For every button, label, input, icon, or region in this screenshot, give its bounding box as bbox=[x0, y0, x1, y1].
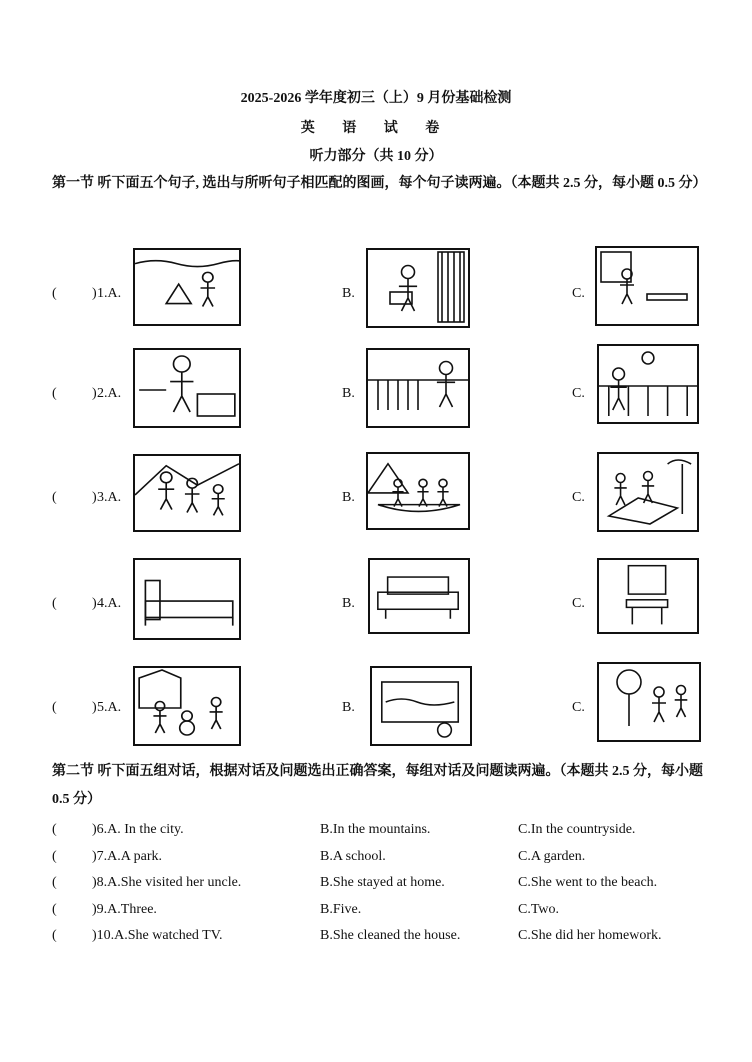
option-c-label: C. bbox=[572, 386, 585, 401]
answer-paren[interactable]: ( ) bbox=[52, 386, 97, 401]
section1-instructions: 第一节 听下面五个句子, 选出与所听句子相匹配的图画，每个句子读两遍。（本题共 2.5 分，每小题 0.5 分） bbox=[52, 176, 707, 191]
section2-instructions: 第二节 听下面五组对话，根据对话及问题选出正确答案，每组对话及问题读两遍。（本题共 2.5 分，每小题 0.5 分） bbox=[52, 764, 703, 807]
kids-building-snowman-picture[interactable] bbox=[133, 666, 241, 746]
picture-sketch-icon bbox=[135, 668, 239, 744]
answer-paren[interactable]: ( bbox=[52, 849, 57, 864]
option-b-label: B. bbox=[342, 700, 355, 715]
picture-sketch-icon bbox=[135, 456, 239, 530]
option-c-label: C. bbox=[572, 700, 585, 715]
picture-sketch-icon bbox=[368, 250, 468, 326]
option-a[interactable]: )8.A.She visited her uncle. bbox=[92, 875, 242, 890]
option-c[interactable]: C.She went to the beach. bbox=[518, 875, 658, 890]
answer-paren[interactable]: ( ) bbox=[52, 286, 97, 301]
option-a[interactable]: )10.A.She watched TV. bbox=[92, 928, 223, 943]
picture-sketch-icon bbox=[599, 664, 699, 740]
question-label: 4.A. bbox=[97, 596, 122, 611]
option-c[interactable]: C.She did her homework. bbox=[518, 928, 662, 943]
woman-cooking-picture[interactable] bbox=[133, 348, 241, 428]
part-title: 听力部分（共 10 分） bbox=[309, 149, 443, 164]
question-label: 2.A. bbox=[97, 386, 122, 401]
mirror-and-sink-picture[interactable] bbox=[597, 558, 699, 634]
option-b-label: B. bbox=[342, 286, 355, 301]
answer-paren[interactable]: ( ) bbox=[52, 700, 97, 715]
option-b[interactable]: B.She cleaned the house. bbox=[320, 928, 461, 943]
answer-paren[interactable]: ( ) bbox=[52, 596, 97, 611]
option-a[interactable]: )7.A.A park. bbox=[92, 849, 162, 864]
option-b[interactable]: B.In the mountains. bbox=[320, 822, 431, 837]
option-b-label: B. bbox=[342, 386, 355, 401]
family-hiking-picture[interactable] bbox=[133, 454, 241, 532]
picture-sketch-icon bbox=[135, 560, 239, 638]
option-b[interactable]: B.Five. bbox=[320, 902, 362, 917]
mc-question bbox=[0, 928, 752, 950]
mc-question bbox=[0, 822, 752, 844]
woman-sitting-on-balcony-picture[interactable] bbox=[597, 344, 699, 424]
picture-sketch-icon bbox=[368, 454, 468, 528]
option-c[interactable]: C.A garden. bbox=[518, 849, 586, 864]
picture-sketch-icon bbox=[135, 250, 239, 324]
mc-question bbox=[0, 849, 752, 871]
family-picnic-picture[interactable] bbox=[597, 452, 699, 532]
mc-question bbox=[0, 902, 752, 924]
option-b-label: B. bbox=[342, 490, 355, 505]
woman-watering-flowers-picture[interactable] bbox=[366, 348, 470, 428]
option-b[interactable]: B.She stayed at home. bbox=[320, 875, 445, 890]
picture-sketch-icon bbox=[599, 346, 697, 422]
child-building-sandcastle-picture[interactable] bbox=[133, 248, 241, 326]
option-c-label: C. bbox=[572, 286, 585, 301]
family-boating-picture[interactable] bbox=[366, 452, 470, 530]
picture-sketch-icon bbox=[599, 454, 697, 530]
option-b-label: B. bbox=[342, 596, 355, 611]
option-b[interactable]: B.A school. bbox=[320, 849, 386, 864]
girl-at-table-picture[interactable] bbox=[595, 246, 699, 326]
option-a[interactable]: )6.A. In the city. bbox=[92, 822, 184, 837]
picture-sketch-icon bbox=[372, 668, 470, 744]
option-c-label: C. bbox=[572, 490, 585, 505]
bed-picture[interactable] bbox=[133, 558, 241, 640]
picture-sketch-icon bbox=[368, 350, 468, 426]
answer-paren[interactable]: ( bbox=[52, 902, 57, 917]
option-c-label: C. bbox=[572, 596, 585, 611]
option-a[interactable]: )9.A.Three. bbox=[92, 902, 157, 917]
option-c[interactable]: C.Two. bbox=[518, 902, 560, 917]
question-label: 5.A. bbox=[97, 700, 122, 715]
question-label: 1.A. bbox=[97, 286, 122, 301]
picture-sketch-icon bbox=[135, 350, 239, 426]
answer-paren[interactable]: ( bbox=[52, 875, 57, 890]
sofa-picture[interactable] bbox=[368, 558, 470, 634]
exam-title: 2025-2026 学年度初三（上）9 月份基础检测 bbox=[240, 91, 512, 106]
kids-swimming-picture[interactable] bbox=[370, 666, 472, 746]
picture-sketch-icon bbox=[370, 560, 468, 632]
mc-question bbox=[0, 875, 752, 897]
answer-paren[interactable]: ( bbox=[52, 822, 57, 837]
subject-title: 英 语 试 卷 bbox=[300, 121, 452, 136]
picture-sketch-icon bbox=[597, 248, 697, 324]
answer-paren[interactable]: ( bbox=[52, 928, 57, 943]
question-label: 3.A. bbox=[97, 490, 122, 505]
answer-paren[interactable]: ( ) bbox=[52, 490, 97, 505]
option-c[interactable]: C.In the countryside. bbox=[518, 822, 636, 837]
picture-sketch-icon bbox=[599, 560, 697, 632]
kids-planting-tree-picture[interactable] bbox=[597, 662, 701, 742]
girl-reading-book-picture[interactable] bbox=[366, 248, 470, 328]
